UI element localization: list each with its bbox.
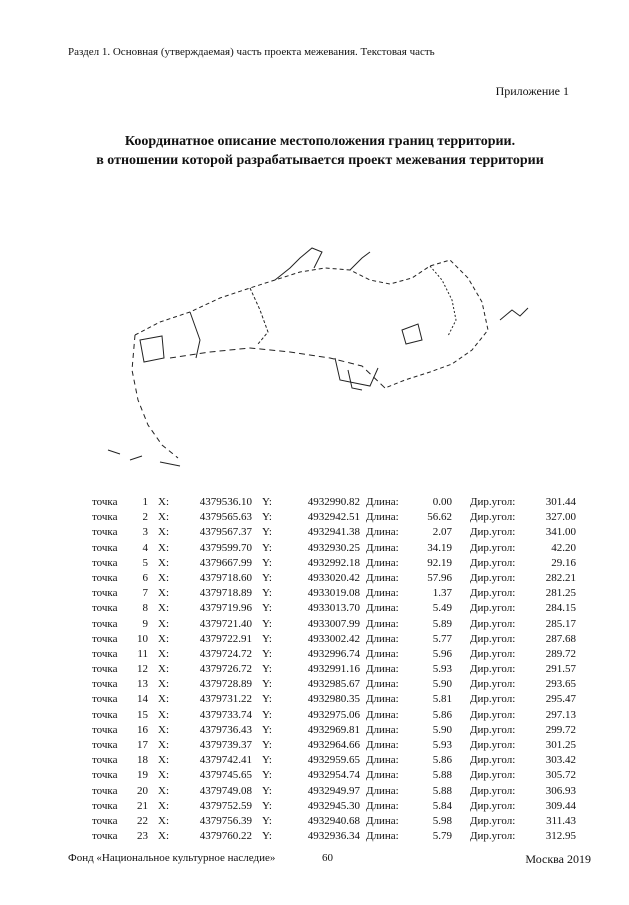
y-value: 4933013.70 (307, 602, 360, 615)
y-label: Y: (262, 632, 272, 645)
point-label: точка (92, 723, 118, 736)
x-value: 4379536.10 (199, 496, 252, 508)
y-value: 4932975.06 (307, 708, 360, 721)
point-label: точка (92, 632, 118, 645)
point-number: 6 (142, 571, 148, 584)
angle-label: Дир.угол: (470, 496, 516, 508)
table-row (92, 571, 576, 586)
point-number: 1 (142, 496, 148, 508)
length-value: 5.90 (432, 678, 452, 691)
length-value: 1.37 (432, 587, 452, 600)
x-value: 4379599.70 (199, 541, 252, 554)
angle-value: 306.93 (545, 784, 576, 797)
point-number: 12 (137, 663, 148, 676)
page-number: 60 (322, 852, 333, 864)
y-label: Y: (262, 556, 272, 569)
x-label: X: (158, 511, 169, 524)
length-label: Длина: (366, 632, 399, 645)
point-label: точка (92, 769, 118, 782)
x-label: X: (158, 541, 169, 554)
angle-label: Дир.угол: (470, 587, 516, 600)
x-label: X: (158, 708, 169, 721)
y-value: 4932980.35 (307, 693, 360, 706)
point-label: точка (92, 678, 118, 691)
y-label: Y: (262, 723, 272, 736)
table-row (92, 723, 576, 738)
y-value: 4932949.97 (307, 784, 360, 797)
point-number: 17 (137, 739, 148, 751)
point-number: 23 (137, 830, 148, 843)
angle-label: Дир.угол: (470, 556, 516, 569)
x-value: 4379565.63 (199, 511, 252, 524)
y-label: Y: (262, 511, 272, 524)
angle-label: Дир.угол: (470, 647, 516, 660)
point-number: 16 (137, 723, 148, 736)
length-label: Длина: (366, 647, 399, 660)
point-label: точка (92, 526, 118, 539)
length-value: 5.81 (432, 693, 452, 706)
length-value: 5.84 (432, 799, 452, 812)
length-value: 5.93 (432, 739, 452, 751)
y-label: Y: (262, 496, 272, 508)
point-label: точка (92, 784, 118, 797)
length-value: 5.93 (432, 663, 452, 676)
y-value: 4932990.82 (307, 496, 360, 508)
angle-value: 301.44 (545, 496, 576, 508)
y-label: Y: (262, 526, 272, 539)
boundary-center (250, 288, 268, 344)
angle-value: 305.72 (545, 769, 576, 782)
x-value: 4379752.59 (199, 799, 252, 812)
angle-label: Дир.угол: (470, 571, 516, 584)
length-value: 5.96 (432, 647, 452, 660)
angle-label: Дир.угол: (470, 784, 516, 797)
angle-value: 293.65 (545, 678, 576, 691)
angle-value: 311.43 (546, 814, 576, 827)
x-value: 4379718.60 (199, 571, 252, 584)
x-label: X: (158, 632, 169, 645)
point-label: точка (92, 830, 118, 843)
table-row (92, 647, 576, 662)
length-value: 34.19 (427, 541, 452, 554)
angle-label: Дир.угол: (470, 754, 516, 767)
length-value: 5.77 (432, 632, 452, 645)
table-row (92, 525, 576, 540)
x-value: 4379726.72 (199, 663, 252, 676)
point-number: 22 (137, 814, 148, 827)
length-value: 5.88 (432, 784, 452, 797)
length-label: Длина: (366, 663, 399, 676)
x-label: X: (158, 617, 169, 630)
point-label: точка (92, 754, 118, 767)
x-label: X: (158, 647, 169, 660)
x-value: 4379736.43 (199, 723, 252, 736)
boundary-road (190, 312, 200, 358)
y-label: Y: (262, 739, 272, 751)
y-value: 4932992.18 (307, 556, 360, 569)
x-value: 4379567.37 (199, 526, 252, 539)
y-label: Y: (262, 814, 272, 827)
angle-value: 312.95 (545, 830, 576, 843)
boundary-map (100, 240, 560, 480)
table-row (92, 632, 576, 647)
length-label: Длина: (366, 526, 399, 539)
length-value: 2.07 (432, 526, 452, 539)
x-value: 4379724.72 (199, 647, 252, 660)
point-number: 8 (142, 602, 148, 615)
x-value: 4379745.65 (199, 769, 252, 782)
length-value: 5.90 (432, 723, 452, 736)
y-label: Y: (262, 754, 272, 767)
x-label: X: (158, 754, 169, 767)
length-label: Длина: (366, 739, 399, 751)
point-label: точка (92, 541, 118, 554)
y-value: 4932959.65 (307, 754, 360, 767)
length-value: 5.89 (432, 617, 452, 630)
table-row (92, 586, 576, 601)
point-number: 10 (137, 632, 148, 645)
length-value: 92.19 (427, 556, 452, 569)
y-value: 4933007.99 (307, 617, 360, 630)
y-label: Y: (262, 647, 272, 660)
table-row (92, 617, 576, 632)
angle-value: 327.00 (545, 511, 576, 524)
angle-label: Дир.угол: (470, 708, 516, 721)
boundary-east (430, 266, 456, 336)
document-title (40, 132, 600, 170)
angle-value: 287.68 (545, 632, 576, 645)
length-value: 56.62 (427, 511, 452, 524)
point-number: 5 (142, 556, 148, 569)
angle-value: 291.57 (545, 663, 576, 676)
point-label: точка (92, 571, 118, 584)
boundary-parcel-2 (348, 370, 362, 390)
length-value: 5.79 (432, 830, 452, 843)
appendix-label: Приложение 1 (495, 84, 569, 98)
table-row (92, 768, 576, 783)
length-value: 5.86 (432, 708, 452, 721)
point-label: точка (92, 708, 118, 721)
boundary-inner-south (170, 348, 385, 388)
boundary-inlet (402, 324, 422, 344)
point-label: точка (92, 587, 118, 600)
angle-label: Дир.угол: (470, 678, 516, 691)
x-label: X: (158, 814, 169, 827)
table-row (92, 556, 576, 571)
angle-value: 284.15 (545, 602, 576, 615)
title-line-2: в отношении которой разрабатывается проект межевания территории (96, 153, 544, 168)
length-label: Длина: (366, 708, 399, 721)
x-label: X: (158, 739, 169, 751)
length-value: 5.49 (432, 602, 452, 615)
y-label: Y: (262, 708, 272, 721)
angle-value: 282.21 (545, 571, 576, 584)
y-label: Y: (262, 799, 272, 812)
point-label: точка (92, 496, 118, 508)
point-number: 9 (142, 617, 148, 630)
point-label: точка (92, 663, 118, 676)
y-value: 4933019.08 (307, 587, 360, 600)
length-label: Длина: (366, 617, 399, 630)
length-label: Длина: (366, 693, 399, 706)
x-value: 4379728.89 (199, 678, 252, 691)
y-value: 4932945.30 (307, 799, 360, 812)
x-label: X: (158, 571, 169, 584)
boundary-north (350, 252, 370, 270)
table-row (92, 753, 576, 768)
point-label: точка (92, 693, 118, 706)
y-label: Y: (262, 541, 272, 554)
boundary-parcel (335, 358, 378, 386)
table-row (92, 662, 576, 677)
angle-label: Дир.угол: (470, 799, 516, 812)
x-value: 4379733.74 (199, 708, 252, 721)
angle-label: Дир.угол: (470, 541, 516, 554)
length-label: Длина: (366, 571, 399, 584)
y-label: Y: (262, 602, 272, 615)
x-value: 4379742.41 (199, 754, 252, 767)
length-label: Длина: (366, 587, 399, 600)
x-value: 4379749.08 (199, 784, 252, 797)
x-value: 4379722.91 (199, 632, 252, 645)
length-value: 5.88 (432, 769, 452, 782)
y-label: Y: (262, 678, 272, 691)
x-label: X: (158, 678, 169, 691)
point-number: 15 (137, 708, 148, 721)
point-label: точка (92, 739, 118, 751)
table-row (92, 738, 576, 753)
x-value: 4379731.22 (199, 693, 252, 706)
point-number: 4 (142, 541, 148, 554)
angle-value: 285.17 (545, 617, 576, 630)
angle-value: 42.20 (551, 541, 576, 554)
point-label: точка (92, 556, 118, 569)
angle-label: Дир.угол: (470, 723, 516, 736)
angle-label: Дир.угол: (470, 617, 516, 630)
point-label: точка (92, 511, 118, 524)
boundary-west-block (140, 336, 164, 362)
point-number: 7 (142, 587, 148, 600)
y-label: Y: (262, 830, 272, 843)
length-label: Длина: (366, 799, 399, 812)
x-label: X: (158, 693, 169, 706)
angle-value: 29.16 (551, 556, 576, 569)
length-label: Длина: (366, 678, 399, 691)
point-label: точка (92, 617, 118, 630)
point-number: 19 (137, 769, 148, 782)
length-label: Длина: (366, 602, 399, 615)
length-label: Длина: (366, 784, 399, 797)
x-value: 4379739.37 (199, 739, 252, 751)
y-value: 4932936.34 (307, 830, 360, 843)
angle-label: Дир.угол: (470, 511, 516, 524)
point-label: точка (92, 647, 118, 660)
boundary-coast (132, 335, 178, 458)
boundary-tail (500, 308, 528, 320)
length-label: Длина: (366, 556, 399, 569)
y-value: 4932942.51 (307, 511, 360, 524)
title-line-1: Координатное описание местоположения границ территории. (124, 134, 516, 149)
point-number: 20 (137, 784, 148, 797)
footer-place-year: Москва 2019 (525, 852, 591, 866)
angle-label: Дир.угол: (470, 739, 516, 751)
angle-label: Дир.угол: (470, 632, 516, 645)
coordinate-table (92, 495, 576, 844)
angle-value: 299.72 (545, 723, 576, 736)
table-row (92, 510, 576, 525)
angle-value: 289.72 (545, 647, 576, 660)
point-label: точка (92, 814, 118, 827)
y-value: 4932991.16 (307, 663, 360, 676)
angle-label: Дир.угол: (470, 769, 516, 782)
length-value: 0.00 (432, 496, 452, 508)
x-label: X: (158, 723, 169, 736)
x-label: X: (158, 769, 169, 782)
length-label: Длина: (366, 769, 399, 782)
y-label: Y: (262, 784, 272, 797)
table-row (92, 708, 576, 723)
y-label: Y: (262, 693, 272, 706)
footer-organization: Фонд «Национальное культурное наследие» (68, 852, 276, 864)
angle-label: Дир.угол: (470, 814, 516, 827)
x-label: X: (158, 496, 169, 508)
y-label: Y: (262, 617, 272, 630)
y-value: 4932954.74 (307, 769, 360, 782)
boundary-cape (108, 450, 180, 466)
table-row (92, 799, 576, 814)
x-label: X: (158, 526, 169, 539)
x-value: 4379760.22 (199, 830, 252, 843)
y-value: 4932996.74 (307, 647, 360, 660)
x-label: X: (158, 799, 169, 812)
length-label: Длина: (366, 814, 399, 827)
length-label: Длина: (366, 754, 399, 767)
angle-value: 341.00 (545, 526, 576, 539)
y-value: 4932940.68 (307, 814, 360, 827)
length-value: 5.86 (432, 754, 452, 767)
x-label: X: (158, 663, 169, 676)
table-row (92, 829, 576, 844)
angle-value: 295.47 (545, 693, 576, 706)
point-number: 13 (137, 678, 148, 691)
y-label: Y: (262, 769, 272, 782)
length-label: Длина: (366, 541, 399, 554)
point-label: точка (92, 602, 118, 615)
table-row (92, 677, 576, 692)
boundary-road-2 (275, 248, 322, 280)
angle-value: 297.13 (545, 708, 576, 721)
x-label: X: (158, 602, 169, 615)
table-row (92, 784, 576, 799)
y-value: 4932941.38 (307, 526, 360, 539)
y-label: Y: (262, 663, 272, 676)
y-value: 4933020.42 (307, 571, 360, 584)
angle-value: 301.25 (545, 739, 576, 751)
x-value: 4379756.39 (199, 814, 252, 827)
angle-label: Дир.угол: (470, 526, 516, 539)
length-label: Длина: (366, 723, 399, 736)
table-row (92, 692, 576, 707)
length-value: 57.96 (427, 571, 452, 584)
length-label: Длина: (366, 511, 399, 524)
point-number: 18 (137, 754, 148, 767)
x-value: 4379667.99 (199, 556, 252, 569)
table-row (92, 495, 576, 510)
angle-label: Дир.угол: (470, 663, 516, 676)
point-number: 3 (142, 526, 148, 539)
y-label: Y: (262, 587, 272, 600)
y-label: Y: (262, 571, 272, 584)
point-number: 11 (137, 647, 148, 660)
angle-label: Дир.угол: (470, 693, 516, 706)
x-label: X: (158, 587, 169, 600)
x-value: 4379719.96 (199, 602, 252, 615)
table-row (92, 814, 576, 829)
y-value: 4932930.25 (307, 541, 360, 554)
x-value: 4379718.89 (199, 587, 252, 600)
angle-value: 303.42 (545, 754, 576, 767)
point-number: 2 (142, 511, 148, 524)
x-value: 4379721.40 (199, 617, 252, 630)
point-number: 21 (137, 799, 148, 812)
angle-value: 309.44 (545, 799, 576, 812)
angle-label: Дир.угол: (470, 830, 516, 843)
x-label: X: (158, 830, 169, 843)
table-row (92, 601, 576, 616)
x-label: X: (158, 784, 169, 797)
angle-value: 281.25 (545, 587, 576, 600)
length-value: 5.98 (432, 814, 452, 827)
x-label: X: (158, 556, 169, 569)
angle-label: Дир.угол: (470, 602, 516, 615)
y-value: 4932969.81 (307, 723, 360, 736)
y-value: 4932985.67 (307, 678, 360, 691)
point-label: точка (92, 799, 118, 812)
table-row (92, 541, 576, 556)
boundary-outline (135, 260, 488, 388)
section-header: Раздел 1. Основная (утверждаемая) часть проекта межевания. Текстовая часть (68, 46, 435, 58)
length-label: Длина: (366, 496, 399, 508)
y-value: 4932964.66 (307, 739, 360, 751)
length-label: Длина: (366, 830, 399, 843)
point-number: 14 (137, 693, 148, 706)
y-value: 4933002.42 (307, 632, 360, 645)
